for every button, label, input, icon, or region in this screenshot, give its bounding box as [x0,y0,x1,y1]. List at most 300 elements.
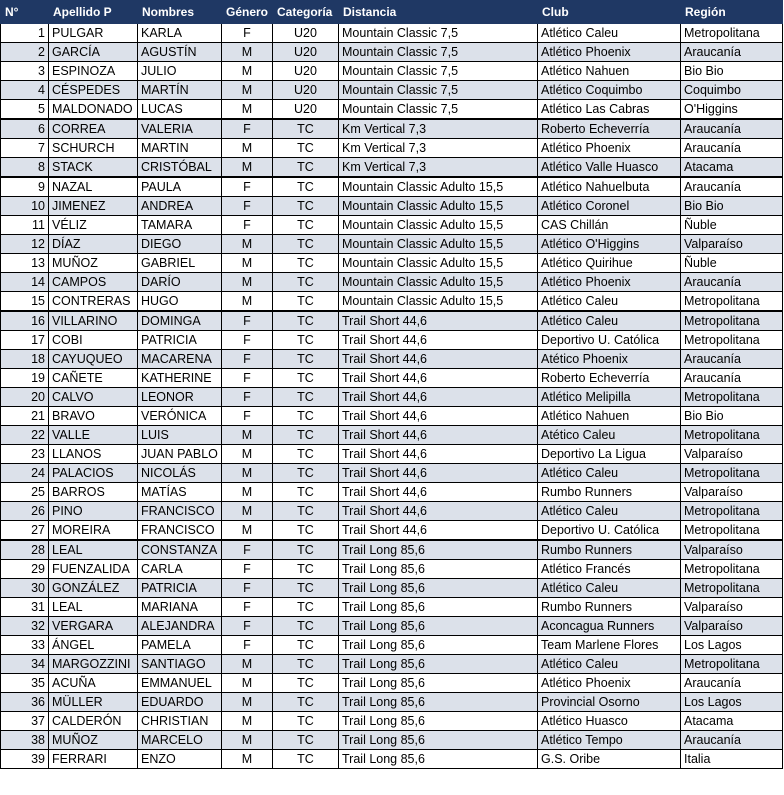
cell-distance: Trail Short 44,6 [339,350,538,369]
cell-distance: Km Vertical 7,3 [339,119,538,139]
cell-region: Araucanía [681,139,783,158]
cell-surname: VALLE [49,426,138,445]
cell-category: TC [273,540,339,560]
cell-club: Atlético Nahuelbuta [538,177,681,197]
table-row [1,674,783,693]
cell-club: Atlético Quirihue [538,254,681,273]
cell-distance: Km Vertical 7,3 [339,139,538,158]
cell-number: 5 [1,100,49,120]
cell-gender: F [222,636,273,655]
cell-surname: BARROS [49,483,138,502]
cell-names: ALEJANDRA [138,617,222,636]
cell-distance: Trail Short 44,6 [339,369,538,388]
table-row [1,62,783,81]
table-row [1,750,783,769]
cell-names: DIEGO [138,235,222,254]
cell-category: TC [273,655,339,674]
table-row [1,407,783,426]
cell-surname: MALDONADO [49,100,138,120]
cell-distance: Mountain Classic 7,5 [339,81,538,100]
cell-distance: Trail Long 85,6 [339,540,538,560]
cell-distance: Trail Short 44,6 [339,407,538,426]
col-header-distance: Distancia [339,1,538,24]
cell-surname: CALVO [49,388,138,407]
cell-distance: Trail Long 85,6 [339,674,538,693]
cell-category: TC [273,197,339,216]
cell-number: 7 [1,139,49,158]
cell-distance: Trail Short 44,6 [339,311,538,331]
cell-club: Atlético Las Cabras [538,100,681,120]
cell-distance: Trail Long 85,6 [339,636,538,655]
cell-names: MARCELO [138,731,222,750]
cell-category: U20 [273,100,339,120]
table-row [1,273,783,292]
cell-names: FRANCISCO [138,502,222,521]
cell-gender: M [222,139,273,158]
cell-number: 36 [1,693,49,712]
cell-number: 11 [1,216,49,235]
cell-surname: JIMENEZ [49,197,138,216]
cell-region: Metropolitana [681,331,783,350]
cell-surname: MARGOZZINI [49,655,138,674]
table-row [1,311,783,331]
cell-category: U20 [273,81,339,100]
col-header-club: Club [538,1,681,24]
cell-distance: Trail Short 44,6 [339,331,538,350]
cell-names: MARIANA [138,598,222,617]
cell-gender: F [222,311,273,331]
cell-region: Araucanía [681,177,783,197]
cell-region: Metropolitana [681,426,783,445]
cell-surname: VILLARINO [49,311,138,331]
cell-gender: F [222,617,273,636]
cell-surname: MUÑOZ [49,254,138,273]
cell-number: 15 [1,292,49,312]
cell-names: PATRICIA [138,331,222,350]
cell-number: 28 [1,540,49,560]
cell-surname: NAZAL [49,177,138,197]
cell-club: Atlético Caleu [538,502,681,521]
cell-category: TC [273,521,339,541]
cell-category: TC [273,216,339,235]
cell-distance: Mountain Classic Adulto 15,5 [339,216,538,235]
cell-region: Araucanía [681,674,783,693]
cell-region: Metropolitana [681,502,783,521]
table-row [1,464,783,483]
cell-region: Metropolitana [681,521,783,541]
cell-surname: CAÑETE [49,369,138,388]
cell-gender: F [222,24,273,43]
cell-club: Team Marlene Flores [538,636,681,655]
cell-number: 37 [1,712,49,731]
cell-number: 22 [1,426,49,445]
cell-club: Atlético Coquimbo [538,81,681,100]
cell-distance: Mountain Classic 7,5 [339,62,538,81]
cell-region: Bio Bio [681,197,783,216]
table-row [1,560,783,579]
cell-region: Atacama [681,712,783,731]
cell-gender: M [222,483,273,502]
cell-category: TC [273,235,339,254]
cell-names: AGUSTÍN [138,43,222,62]
cell-region: Coquimbo [681,81,783,100]
cell-region: Araucanía [681,43,783,62]
table-row [1,712,783,731]
cell-region: Valparaíso [681,445,783,464]
cell-surname: GONZÁLEZ [49,579,138,598]
cell-surname: GARCÍA [49,43,138,62]
cell-gender: M [222,158,273,178]
cell-region: Los Lagos [681,636,783,655]
table-row [1,636,783,655]
cell-region: Ñuble [681,254,783,273]
cell-gender: M [222,426,273,445]
cell-category: U20 [273,43,339,62]
col-header-region: Región [681,1,783,24]
cell-number: 1 [1,24,49,43]
table-row [1,731,783,750]
table-row [1,100,783,120]
cell-category: TC [273,464,339,483]
cell-distance: Trail Long 85,6 [339,560,538,579]
cell-names: LUIS [138,426,222,445]
cell-distance: Trail Short 44,6 [339,426,538,445]
cell-club: Rumbo Runners [538,598,681,617]
cell-distance: Km Vertical 7,3 [339,158,538,178]
cell-category: TC [273,254,339,273]
cell-names: NICOLÁS [138,464,222,483]
table-row [1,579,783,598]
table-row [1,388,783,407]
cell-surname: CALDERÓN [49,712,138,731]
cell-number: 10 [1,197,49,216]
cell-club: Atlético Tempo [538,731,681,750]
cell-gender: M [222,445,273,464]
cell-category: TC [273,617,339,636]
cell-gender: F [222,177,273,197]
cell-surname: STACK [49,158,138,178]
cell-category: U20 [273,62,339,81]
cell-club: Atlético Phoenix [538,674,681,693]
cell-club: Atético Phoenix [538,350,681,369]
cell-gender: M [222,100,273,120]
table-row [1,540,783,560]
cell-names: EMMANUEL [138,674,222,693]
cell-region: Metropolitana [681,292,783,312]
cell-surname: PALACIOS [49,464,138,483]
table-row [1,693,783,712]
cell-names: PAULA [138,177,222,197]
cell-surname: CAYUQUEO [49,350,138,369]
cell-distance: Mountain Classic Adulto 15,5 [339,254,538,273]
cell-club: Rumbo Runners [538,540,681,560]
cell-gender: M [222,292,273,312]
col-header-names: Nombres [138,1,222,24]
cell-gender: F [222,540,273,560]
cell-category: TC [273,502,339,521]
cell-gender: F [222,388,273,407]
table-row [1,502,783,521]
cell-club: Atlético Melipilla [538,388,681,407]
cell-distance: Trail Short 44,6 [339,502,538,521]
cell-number: 31 [1,598,49,617]
cell-names: VALERIA [138,119,222,139]
cell-club: Deportivo La Ligua [538,445,681,464]
cell-club: Deportivo U. Católica [538,521,681,541]
cell-distance: Mountain Classic Adulto 15,5 [339,177,538,197]
cell-club: Rumbo Runners [538,483,681,502]
cell-distance: Trail Long 85,6 [339,617,538,636]
cell-distance: Trail Long 85,6 [339,731,538,750]
cell-region: Metropolitana [681,560,783,579]
cell-club: Atlético Francés [538,560,681,579]
cell-gender: F [222,407,273,426]
cell-region: Metropolitana [681,655,783,674]
cell-region: Valparaíso [681,540,783,560]
header-row [1,1,783,24]
table-row [1,158,783,178]
cell-gender: F [222,197,273,216]
cell-category: TC [273,731,339,750]
cell-region: Metropolitana [681,388,783,407]
cell-region: Araucanía [681,350,783,369]
cell-names: CARLA [138,560,222,579]
cell-surname: CAMPOS [49,273,138,292]
cell-names: ENZO [138,750,222,769]
cell-distance: Trail Long 85,6 [339,598,538,617]
cell-names: MATÍAS [138,483,222,502]
cell-club: Atlético Caleu [538,292,681,312]
cell-names: PATRICIA [138,579,222,598]
cell-club: Atlético Phoenix [538,139,681,158]
cell-club: Atético Caleu [538,426,681,445]
cell-number: 3 [1,62,49,81]
cell-region: Metropolitana [681,311,783,331]
cell-gender: M [222,43,273,62]
table-row [1,655,783,674]
cell-number: 14 [1,273,49,292]
cell-names: CONSTANZA [138,540,222,560]
cell-surname: FERRARI [49,750,138,769]
cell-number: 26 [1,502,49,521]
cell-region: Metropolitana [681,24,783,43]
table-row [1,292,783,312]
cell-club: Atlético Coronel [538,197,681,216]
cell-gender: M [222,712,273,731]
cell-club: Atlético Caleu [538,655,681,674]
cell-category: TC [273,369,339,388]
cell-names: MARTÍN [138,81,222,100]
cell-gender: F [222,331,273,350]
cell-club: Provincial Osorno [538,693,681,712]
cell-names: KARLA [138,24,222,43]
cell-surname: ACUÑA [49,674,138,693]
cell-gender: F [222,598,273,617]
cell-distance: Trail Long 85,6 [339,693,538,712]
cell-number: 35 [1,674,49,693]
cell-region: O'Higgins [681,100,783,120]
table-row [1,254,783,273]
cell-distance: Trail Long 85,6 [339,712,538,731]
cell-number: 39 [1,750,49,769]
cell-surname: MOREIRA [49,521,138,541]
cell-club: Atlético Valle Huasco [538,158,681,178]
cell-distance: Trail Long 85,6 [339,655,538,674]
cell-names: JUAN PABLO [138,445,222,464]
cell-region: Metropolitana [681,579,783,598]
cell-surname: BRAVO [49,407,138,426]
cell-names: VERÓNICA [138,407,222,426]
cell-category: TC [273,560,339,579]
cell-club: Roberto Echeverría [538,369,681,388]
cell-number: 33 [1,636,49,655]
cell-gender: M [222,750,273,769]
table-row [1,216,783,235]
cell-club: Aconcagua Runners [538,617,681,636]
cell-surname: VERGARA [49,617,138,636]
cell-club: Atlético Nahuen [538,407,681,426]
cell-surname: LEAL [49,540,138,560]
cell-club: Atlético Caleu [538,579,681,598]
cell-names: PAMELA [138,636,222,655]
cell-names: SANTIAGO [138,655,222,674]
cell-number: 16 [1,311,49,331]
cell-distance: Mountain Classic Adulto 15,5 [339,273,538,292]
table-row [1,197,783,216]
cell-distance: Mountain Classic Adulto 15,5 [339,292,538,312]
cell-region: Los Lagos [681,693,783,712]
cell-distance: Trail Long 85,6 [339,579,538,598]
cell-region: Metropolitana [681,464,783,483]
cell-number: 4 [1,81,49,100]
cell-club: Deportivo U. Católica [538,331,681,350]
cell-names: ANDREA [138,197,222,216]
cell-category: TC [273,158,339,178]
cell-number: 17 [1,331,49,350]
cell-names: LUCAS [138,100,222,120]
cell-gender: M [222,235,273,254]
cell-category: TC [273,331,339,350]
cell-names: JULIO [138,62,222,81]
cell-distance: Mountain Classic Adulto 15,5 [339,197,538,216]
cell-gender: F [222,579,273,598]
cell-category: TC [273,579,339,598]
cell-surname: PULGAR [49,24,138,43]
table-row [1,369,783,388]
cell-surname: VÉLIZ [49,216,138,235]
cell-distance: Mountain Classic Adulto 15,5 [339,235,538,254]
table-row [1,426,783,445]
cell-club: Atlético O'Higgins [538,235,681,254]
cell-category: TC [273,311,339,331]
table-row [1,43,783,62]
cell-region: Atacama [681,158,783,178]
cell-category: TC [273,177,339,197]
cell-surname: SCHURCH [49,139,138,158]
table-row [1,445,783,464]
cell-surname: DÍAZ [49,235,138,254]
cell-surname: LLANOS [49,445,138,464]
cell-number: 19 [1,369,49,388]
cell-surname: ÁNGEL [49,636,138,655]
cell-number: 6 [1,119,49,139]
table-row [1,139,783,158]
cell-distance: Trail Short 44,6 [339,445,538,464]
cell-category: TC [273,693,339,712]
cell-gender: M [222,273,273,292]
cell-surname: MÜLLER [49,693,138,712]
cell-category: TC [273,712,339,731]
cell-number: 25 [1,483,49,502]
cell-number: 29 [1,560,49,579]
cell-number: 34 [1,655,49,674]
col-header-surname: Apellido P [49,1,138,24]
cell-gender: F [222,119,273,139]
cell-category: TC [273,119,339,139]
cell-category: TC [273,674,339,693]
cell-number: 21 [1,407,49,426]
cell-distance: Trail Long 85,6 [339,750,538,769]
cell-surname: CÉSPEDES [49,81,138,100]
cell-distance: Trail Short 44,6 [339,521,538,541]
cell-names: CRISTÓBAL [138,158,222,178]
cell-number: 24 [1,464,49,483]
cell-category: TC [273,750,339,769]
cell-gender: F [222,560,273,579]
col-header-number: N° [1,1,49,24]
cell-gender: F [222,216,273,235]
cell-club: Atlético Phoenix [538,43,681,62]
table-row [1,331,783,350]
cell-category: TC [273,426,339,445]
cell-gender: M [222,655,273,674]
table-row [1,598,783,617]
table-row [1,24,783,43]
cell-club: Atlético Nahuen [538,62,681,81]
cell-names: CHRISTIAN [138,712,222,731]
cell-category: TC [273,273,339,292]
cell-region: Araucanía [681,731,783,750]
cell-category: TC [273,350,339,369]
cell-region: Valparaíso [681,235,783,254]
cell-number: 9 [1,177,49,197]
cell-distance: Mountain Classic 7,5 [339,24,538,43]
cell-category: TC [273,407,339,426]
cell-gender: M [222,731,273,750]
cell-gender: M [222,464,273,483]
cell-club: G.S. Oribe [538,750,681,769]
cell-surname: ESPINOZA [49,62,138,81]
col-header-gender: Género [222,1,273,24]
cell-number: 18 [1,350,49,369]
table-row [1,81,783,100]
cell-names: TAMARA [138,216,222,235]
cell-club: CAS Chillán [538,216,681,235]
cell-number: 8 [1,158,49,178]
cell-region: Araucanía [681,119,783,139]
cell-surname: LEAL [49,598,138,617]
cell-category: TC [273,483,339,502]
cell-distance: Mountain Classic 7,5 [339,43,538,62]
cell-region: Bio Bio [681,407,783,426]
cell-number: 2 [1,43,49,62]
cell-names: DOMINGA [138,311,222,331]
cell-category: TC [273,445,339,464]
cell-names: GABRIEL [138,254,222,273]
cell-region: Araucanía [681,369,783,388]
cell-region: Valparaíso [681,598,783,617]
cell-number: 13 [1,254,49,273]
